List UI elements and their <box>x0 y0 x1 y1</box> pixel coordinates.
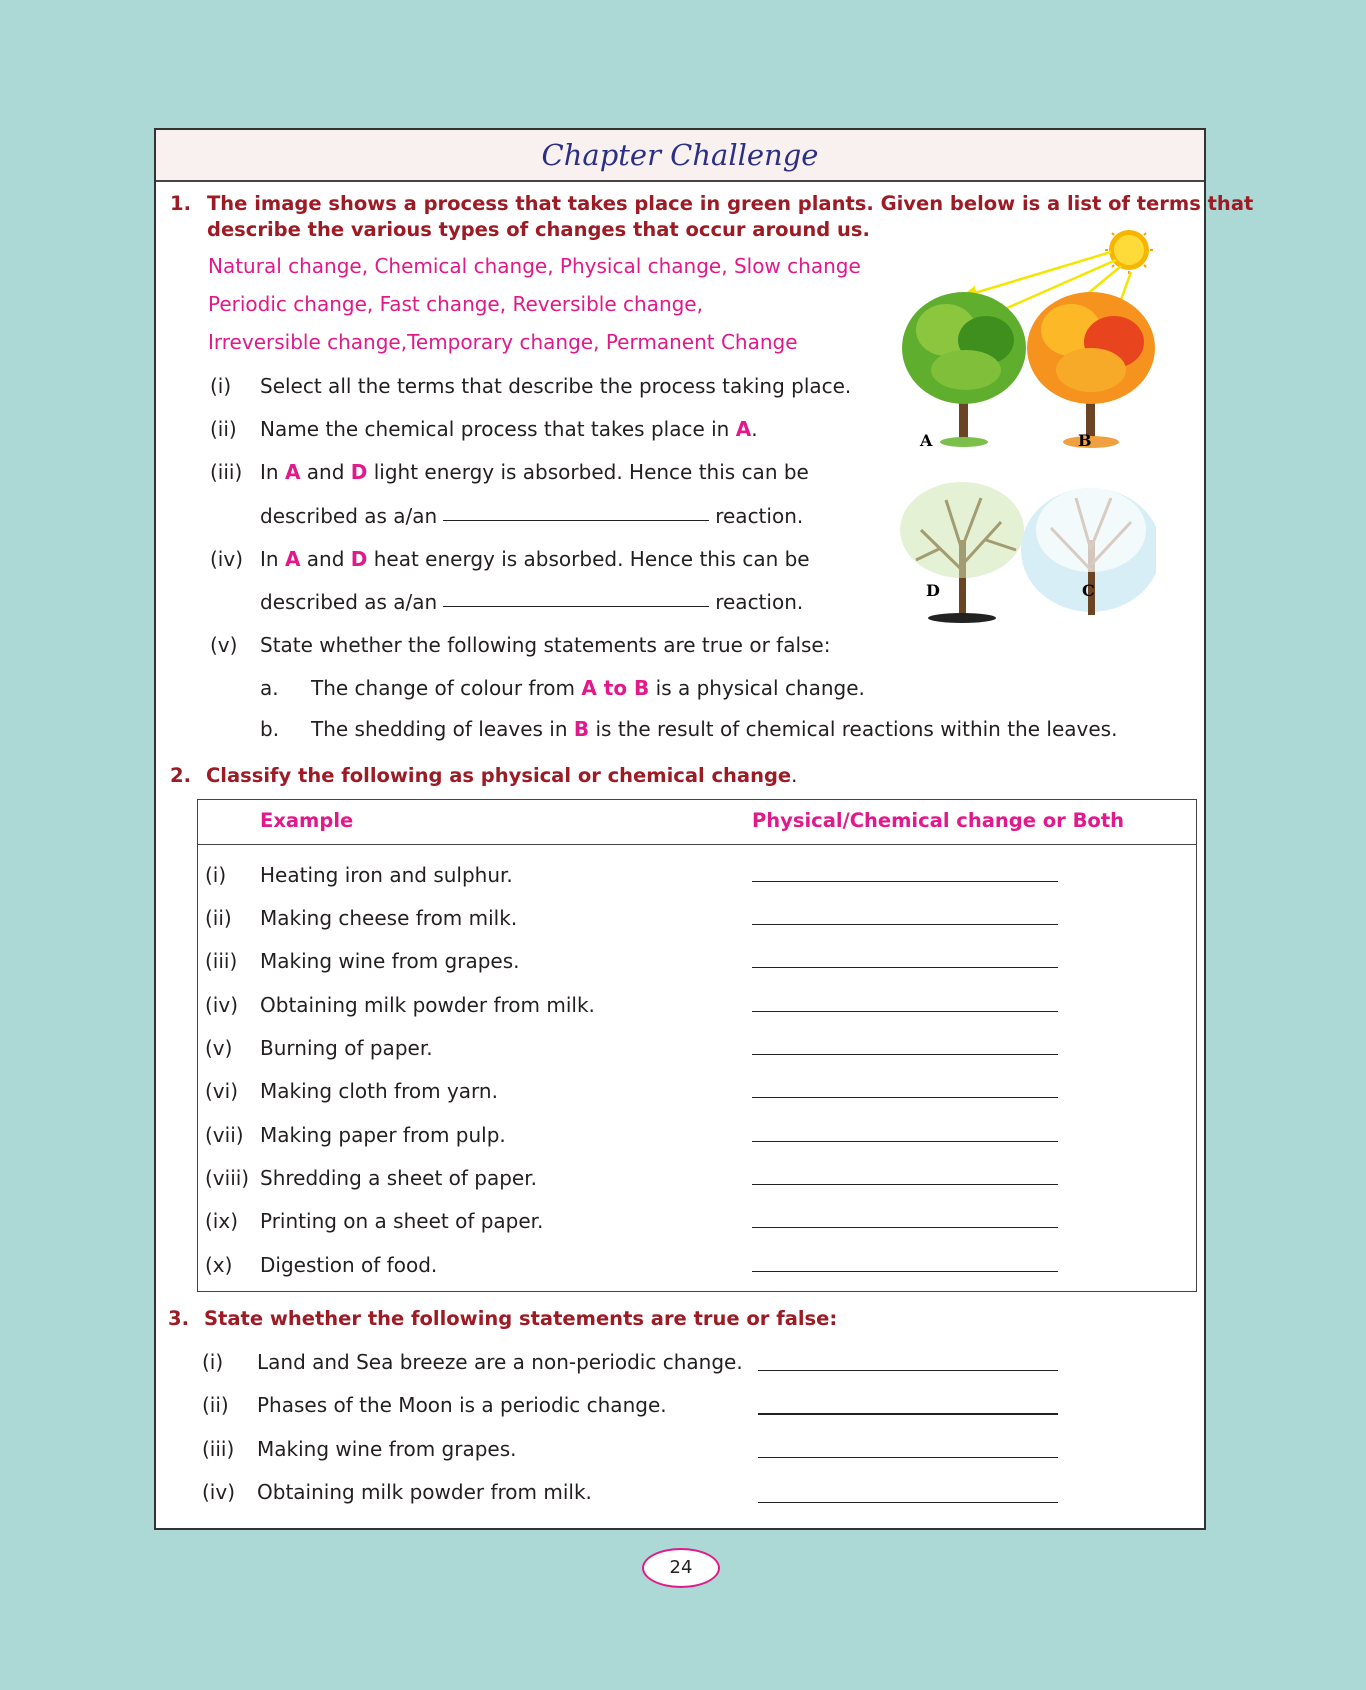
q1-part-iv-text: In A and D heat energy is absorbed. Hence this can be <box>260 547 810 571</box>
q1-terms-line2: Periodic change, Fast change, Reversible change, <box>208 292 703 316</box>
q3-row-text: Making wine from grapes. <box>257 1437 517 1461</box>
answer-line[interactable] <box>752 881 1058 882</box>
table-header-classification: Physical/Chemical change or Both <box>752 809 1125 832</box>
q3-number: 3. <box>168 1307 189 1330</box>
answer-blank[interactable] <box>443 520 709 521</box>
q1-part-ii-text: Name the chemical process that takes place in A. <box>260 417 758 441</box>
q1-sub-b-text: The shedding of leaves in B is the result of chemical reactions within the leaves. <box>311 717 1118 741</box>
tree-label-a: A <box>920 431 933 450</box>
row-num: (viii) <box>205 1166 250 1190</box>
worksheet-page <box>154 128 1254 1530</box>
answer-line[interactable] <box>758 1370 1058 1371</box>
answer-line[interactable] <box>752 1271 1058 1272</box>
answer-line[interactable] <box>758 1457 1058 1458</box>
row-num: (vii) <box>205 1123 244 1147</box>
q1-terms-line3: Irreversible change,Temporary change, Permanent Change <box>208 330 798 354</box>
row-num: (v) <box>205 1036 233 1060</box>
row-text: Burning of paper. <box>260 1036 433 1060</box>
answer-line[interactable] <box>752 1141 1058 1142</box>
q1-part-v-text: State whether the following statements are true or false: <box>260 633 831 657</box>
row-num: (ii) <box>205 906 232 930</box>
title-bar <box>156 130 1204 182</box>
tree-label-d: D <box>926 581 940 600</box>
q1-sub-b-num: b. <box>260 717 280 741</box>
tree-a <box>902 292 1026 447</box>
q1-sub-a-text: The change of colour from A to B is a physical change. <box>311 676 865 700</box>
q1-number: 1. <box>170 192 191 215</box>
q3-row-num: (ii) <box>202 1393 229 1417</box>
q1-part-iii-line2: described as a/an reaction. <box>260 504 804 528</box>
row-text: Making wine from grapes. <box>260 949 520 973</box>
q3-row-num: (iv) <box>202 1480 235 1504</box>
q1-part-i-text: Select all the terms that describe the process taking place. <box>260 374 852 398</box>
q1-part-iii-text: In A and D light energy is absorbed. Hence this can be <box>260 460 809 484</box>
row-num: (i) <box>205 863 227 887</box>
row-text: Making paper from pulp. <box>260 1123 506 1147</box>
row-text: Digestion of food. <box>260 1253 438 1277</box>
q1-sub-a-num: a. <box>260 676 279 700</box>
page-title: Chapter Challenge <box>541 138 819 172</box>
answer-line[interactable] <box>752 1011 1058 1012</box>
row-num: (x) <box>205 1253 233 1277</box>
answer-line[interactable] <box>752 1227 1058 1228</box>
q3-text: State whether the following statements are true or false: <box>204 1307 838 1330</box>
tree-label-b: B <box>1078 431 1092 450</box>
tree-d <box>900 482 1024 623</box>
q1-part-v-num: (v) <box>210 633 238 657</box>
page-number: 24 <box>642 1548 720 1588</box>
q2-number: 2. <box>170 764 191 787</box>
q1-text-line2: describe the various types of changes that occur around us. <box>207 218 870 241</box>
sun-icon <box>1105 230 1153 274</box>
q3-row-text: Land and Sea breeze are a non-periodic change. <box>257 1350 743 1374</box>
table-header-example: Example <box>260 809 354 832</box>
row-text: Making cloth from yarn. <box>260 1079 498 1103</box>
answer-line[interactable] <box>752 1184 1058 1185</box>
answer-line[interactable] <box>752 967 1058 968</box>
q1-terms-line1: Natural change, Chemical change, Physical change, Slow change <box>208 254 861 278</box>
q1-part-iv-line2: described as a/an reaction. <box>260 590 804 614</box>
answer-line[interactable] <box>758 1413 1058 1415</box>
row-num: (ix) <box>205 1209 238 1233</box>
header-divider <box>198 844 1196 845</box>
q1-part-iv-num: (iv) <box>210 547 243 571</box>
row-text: Heating iron and sulphur. <box>260 863 513 887</box>
q1-part-iii-num: (iii) <box>210 460 243 484</box>
q2-text: Classify the following as physical or chemical change. <box>206 764 798 787</box>
answer-line[interactable] <box>758 1502 1058 1503</box>
row-text: Obtaining milk powder from milk. <box>260 993 595 1017</box>
answer-line[interactable] <box>752 924 1058 925</box>
q3-row-num: (i) <box>202 1350 224 1374</box>
q3-row-num: (iii) <box>202 1437 235 1461</box>
tree-label-c: C <box>1082 581 1095 600</box>
row-num: (iv) <box>205 993 238 1017</box>
q1-text-line1: The image shows a process that takes place in green plants. Given below is a list of terms that <box>207 192 1254 215</box>
row-text: Making cheese from milk. <box>260 906 518 930</box>
answer-line[interactable] <box>752 1054 1058 1055</box>
tree-b <box>1027 292 1155 448</box>
row-num: (vi) <box>205 1079 238 1103</box>
q1-part-i-num: (i) <box>210 374 232 398</box>
row-text: Shredding a sheet of paper. <box>260 1166 537 1190</box>
tree-seasons-illustration <box>886 230 1156 650</box>
q3-row-text: Obtaining milk powder from milk. <box>257 1480 592 1504</box>
row-num: (iii) <box>205 949 238 973</box>
q1-part-ii-num: (ii) <box>210 417 237 441</box>
q3-row-text: Phases of the Moon is a periodic change. <box>257 1393 667 1417</box>
answer-blank[interactable] <box>443 606 709 607</box>
classification-table <box>197 799 1197 1292</box>
row-text: Printing on a sheet of paper. <box>260 1209 544 1233</box>
answer-line[interactable] <box>752 1097 1058 1098</box>
